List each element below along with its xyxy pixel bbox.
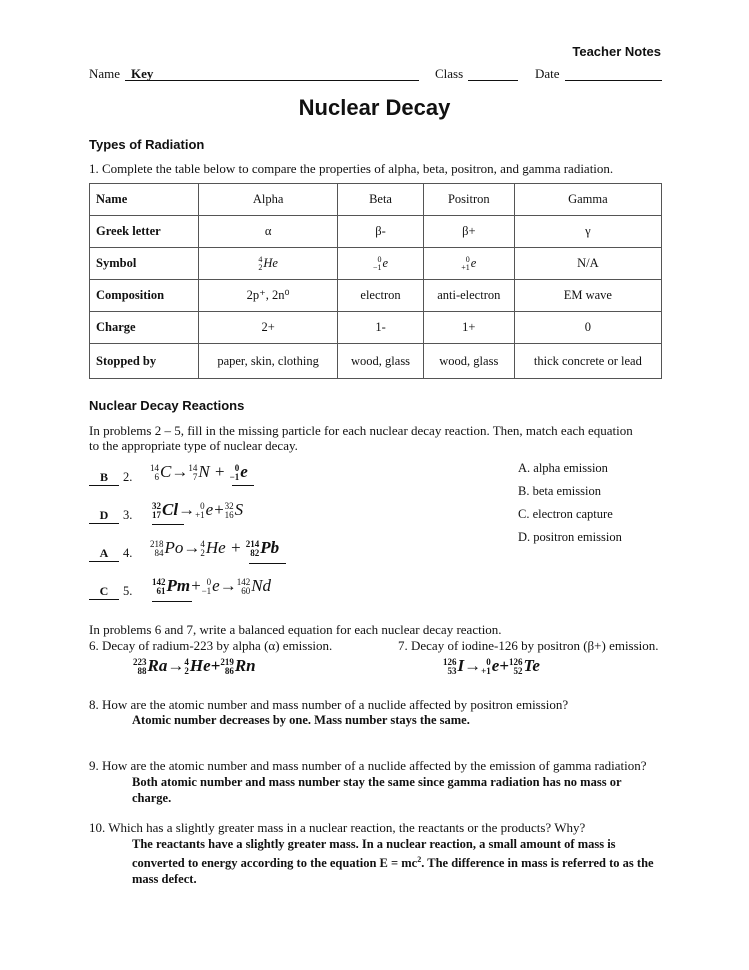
- balanced-instructions: In problems 6 and 7, write a balanced equation for each nuclear decay reaction.: [89, 622, 502, 637]
- choice-a: A. alpha emission: [518, 461, 608, 475]
- table-cell: thick concrete or lead: [514, 344, 661, 379]
- isotope-numbers: 0 +1: [461, 254, 470, 272]
- question-1: 1. Complete the table below to compare the properties of alpha, beta, positron, and gamma radiation.: [89, 161, 614, 176]
- answer-7-equation: 126 53 I→ 0 +1 e+ 126 52 Te: [443, 656, 540, 677]
- question-10: 10. Which has a slightly greater mass in a nuclear reaction, the reactants or the products? Why?: [89, 820, 586, 835]
- choice-c: C. electron capture: [518, 507, 613, 521]
- table-cell: β-: [338, 216, 424, 248]
- table-cell: wood, glass: [423, 344, 514, 379]
- table-cell: electron: [338, 280, 424, 312]
- class-field[interactable]: [468, 66, 518, 81]
- answer-underline: [232, 485, 254, 486]
- page-title: Nuclear Decay: [298, 95, 451, 120]
- date-label: Date: [535, 66, 560, 81]
- answer-10: The reactants have a slightly greater mass. In a nuclear reaction, a small amount of mass is converted to energy according to the equation $E = mc^2$. The difference in mass is referred to as the mass defect.: [132, 837, 654, 887]
- table-cell: α: [199, 216, 338, 248]
- question-7: 7. Decay of iodine-126 by positron (β+) emission.: [398, 638, 659, 653]
- table-cell: N/A: [514, 248, 661, 280]
- table-cell: paper, skin, clothing: [199, 344, 338, 379]
- table-row: [90, 344, 662, 379]
- answer-underline: [152, 601, 192, 602]
- name-field[interactable]: [125, 66, 419, 81]
- choice-d: D. positron emission: [518, 530, 622, 544]
- column-header: Alpha: [199, 184, 338, 216]
- answer-6-equation: 223 88 Ra→ 4 2 He+ 219 86 Rn: [133, 656, 256, 677]
- row-header: Charge: [90, 312, 199, 344]
- table-row: [90, 248, 662, 280]
- section-heading-types: Types of Radiation: [89, 137, 205, 152]
- column-header: Beta: [338, 184, 424, 216]
- row-header: Stopped by: [90, 344, 199, 379]
- answer-blank-5[interactable]: C: [89, 584, 119, 600]
- table-cell: 1+: [423, 312, 514, 344]
- question-6: 6. Decay of radium-223 by alpha (α) emission.: [89, 638, 333, 653]
- question-8: 8. How are the atomic number and mass number of a nuclide affected by positron emission?: [89, 697, 569, 712]
- choice-b: B. beta emission: [518, 484, 601, 498]
- column-header: Positron: [423, 184, 514, 216]
- table-cell: EM wave: [514, 280, 661, 312]
- table-cell: 0: [514, 312, 661, 344]
- table-cell: 1-: [338, 312, 424, 344]
- column-header: Name: [90, 184, 199, 216]
- row-header: Symbol: [90, 248, 199, 280]
- class-label: Class: [435, 66, 464, 81]
- table-row: [90, 280, 662, 312]
- name-label: Name: [89, 66, 121, 81]
- answer-underline: [152, 524, 184, 525]
- table-cell: β+: [423, 216, 514, 248]
- radiation-properties-table: [89, 183, 662, 379]
- answer-blank-2[interactable]: B: [89, 470, 119, 486]
- row-header: Composition: [90, 280, 199, 312]
- table-row: [90, 216, 662, 248]
- table-cell: γ: [514, 216, 661, 248]
- problem-number: 2.: [123, 470, 133, 484]
- answer-9: Both atomic number and mass number stay the same since gamma radiation has no mass or charge.: [132, 775, 622, 805]
- answer-8: Atomic number decreases by one. Mass number stays the same.: [132, 713, 470, 727]
- table-row: [90, 312, 662, 344]
- table-cell: 0 −1 e: [338, 248, 424, 280]
- table-header-row: [90, 184, 662, 216]
- name-value: Key: [131, 66, 154, 81]
- problem-number: 5.: [123, 584, 133, 598]
- equation-4: 218 84 Po→ 4 2 He + 214 82 Pb: [150, 538, 280, 559]
- isotope-numbers: 4 2: [258, 254, 263, 272]
- teacher-notes-label: Teacher Notes: [572, 44, 661, 59]
- instructions-line-2: to the appropriate type of nuclear decay.: [89, 438, 298, 453]
- answer-blank-3[interactable]: D: [89, 508, 119, 524]
- section-heading-reactions: Nuclear Decay Reactions: [89, 398, 245, 413]
- table-cell: 2+: [199, 312, 338, 344]
- table-cell: 4 2 He: [199, 248, 338, 280]
- row-header: Greek letter: [90, 216, 199, 248]
- answer-underline: [249, 563, 286, 564]
- column-header: Gamma: [514, 184, 661, 216]
- date-field[interactable]: [565, 66, 662, 81]
- isotope-numbers: 0 −1: [372, 254, 382, 272]
- question-9: 9. How are the atomic number and mass number of a nuclide affected by the emission of gamma radiation?: [89, 758, 647, 773]
- problem-number: 3.: [123, 508, 133, 522]
- equation-3: 32 17 Cl→ 0 +1 e+ 32 16 S: [152, 500, 244, 521]
- table-cell: 2p⁺, 2n⁰: [199, 280, 338, 312]
- table-cell: anti-electron: [423, 280, 514, 312]
- equation-2: 14 6 C→ 14 7 N + 0 −1 e: [150, 462, 248, 483]
- table-cell: 0 +1 e: [423, 248, 514, 280]
- table-cell: wood, glass: [338, 344, 424, 379]
- answer-blank-4[interactable]: A: [89, 546, 119, 562]
- equation-5: 142 61 Pm+ 0 −1 e→ 142 60 Nd: [152, 576, 272, 597]
- problem-number: 4.: [123, 546, 133, 560]
- instructions-line-1: In problems 2 – 5, fill in the missing particle for each nuclear decay reaction. Then, match each equation: [89, 423, 633, 438]
